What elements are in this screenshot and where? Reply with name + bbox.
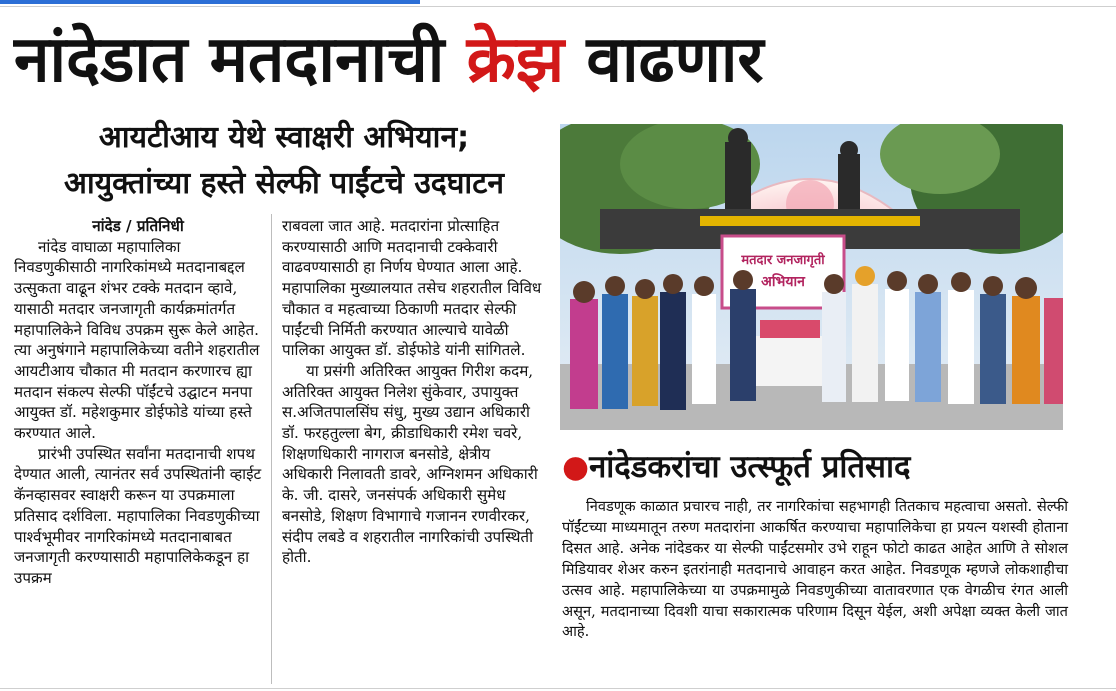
top-blue-strip <box>0 0 420 4</box>
column2-paragraph-1: राबवला जात आहे. मतदारांना प्रोत्साहित करण्यासाठी आणि मतदानाची टक्केवारी वाढवण्यासाठी हा निर्णय घेण्यात आला आहे. महापालिका मुख्यालयात तसेच शहरातील विविध चौकात व महत्वाच्या ठिकाणी मतदार सेल्फी पाईंटची निर्मिती करण्यात आल्याचे यावेळी पालिका आयुक्त डॉ. डोईफोडे यांनी सांगितले. <box>282 217 542 360</box>
article-column-1 <box>14 216 262 589</box>
top-rule <box>0 6 1116 7</box>
bottom-rule <box>0 688 1116 689</box>
column1-paragraph-2: प्रारंभी उपस्थित सर्वांना मतदानाची शपथ देण्यात आली, त्यानंतर सर्व उपस्थितांनी व्हाईट कॅनव्हासवर स्वाक्षरी करून या उपक्रमाला प्रतिसाद दर्शविला. महापालिका निवडणुकीच्या पार्श्वभूमीवर नागरिकांमध्ये मतदानाबाबत जनजागृती करण्यासाठी महापालिकेकडून हा उपक्रम <box>14 444 262 587</box>
banner-line1: मतदार जनजागृती <box>741 253 825 268</box>
headline-part2: वाढणार <box>564 23 764 97</box>
subheadline-line1: आयटीआय येथे स्वाक्षरी अभियान; <box>98 120 470 155</box>
subhead-response <box>562 446 1072 488</box>
article-column-2 <box>282 216 544 568</box>
red-bullet: ● <box>562 449 590 485</box>
headline <box>14 16 1054 104</box>
subhead-response-text: नांदेडकरांचा उत्स्फूर्त प्रतिसाद <box>589 449 911 485</box>
byline: नांदेड / प्रतिनिधी <box>92 217 184 235</box>
column-divider <box>271 214 272 684</box>
column3-paragraph-1: निवडणूक काळात प्रचारच नाही, तर नागरिकांचा सहभागही तितकाच महत्वाचा असतो. सेल्फी पॉईंटच्या माध्यमातून तरुण मतदारांना आकर्षित करण्याचा महापालिकेचा हा प्रयत्न यशस्वी होताना दिसत आहे. अनेक नांदेडकर या सेल्फी पाईंटसमोर उभे राहून फोटो काढत आहेत आणि ते सोशल मिडियावर शेअर करुन इतरांनाही मतदानाचे आवाहन करत आहेत. निवडणूक म्हणजे लोकशाहीचा उत्सव आहे. महापालिकेच्या या उपक्रमामुळे निवडणुकीच्या वातावरणात एक वेगळीच रंगत आली असून, मतदानाच्या दिवशी याचा सकारात्मक परिणाम दिसून येईल, अशी अपेक्षा व्यक्त केली जात आहे. <box>562 498 1068 641</box>
news-photo <box>560 124 1063 430</box>
headline-part1: नांदेडात मतदानाची <box>14 23 467 97</box>
article-column-3 <box>562 497 1068 643</box>
column1-paragraph-1: नांदेड वाघाळा महापालिका निवडणुकीसाठी नागरिकांमध्ये मतदानाबद्दल उत्सुकता वाढून शंभर टक्के मतदान व्हावे, यासाठी मतदार जनजागृती कार्यक्रमांतर्गत महापालिकेने विविध उपक्रम सुरू केले आहेत. त्या अनुषंगाने महापालिकेच्या वतीने शहरातील आयटीआय चौकात मी मतदान करणारच ह्या मतदान संकल्प सेल्फी पॉईंटचे उद्घाटन मनपा आयुक्त डॉ. महेशकुमार डोईफोडे यांच्या हस्ते करण्यात आले. <box>14 237 260 443</box>
subheadline-line2: आयुक्तांच्या हस्ते सेल्फी पाईंटचे उदघाटन <box>64 166 504 201</box>
banner-line2: अभियान <box>761 274 805 290</box>
column2-paragraph-2: या प्रसंगी अतिरिक्त आयुक्त गिरीश कदम, अतिरिक्त आयुक्त निलेश सुंकेवार, उपायुक्त स.अजितपालसिंघ संधु, मुख्य उद्यान अधिकारी डॉ. फरहतुल्ला बेग, क्रीडाधिकारी रमेश चवरे, शिक्षणधिकारी नागराज बनसोडे, क्षेत्रीय अधिकारी निलावती डावरे, अग्निशमन अधिकारी के. जी. दासरे, जनसंपर्क अधिकारी सुमेध बनसोडे, शिक्षण विभागाचे गजानन रणवीरकर, संदीप लबडे व शहरातील नागरिकांची उपस्थिती होती. <box>282 361 538 567</box>
headline-highlight: क्रेझ <box>466 23 565 97</box>
page-top-bar <box>0 0 1116 10</box>
